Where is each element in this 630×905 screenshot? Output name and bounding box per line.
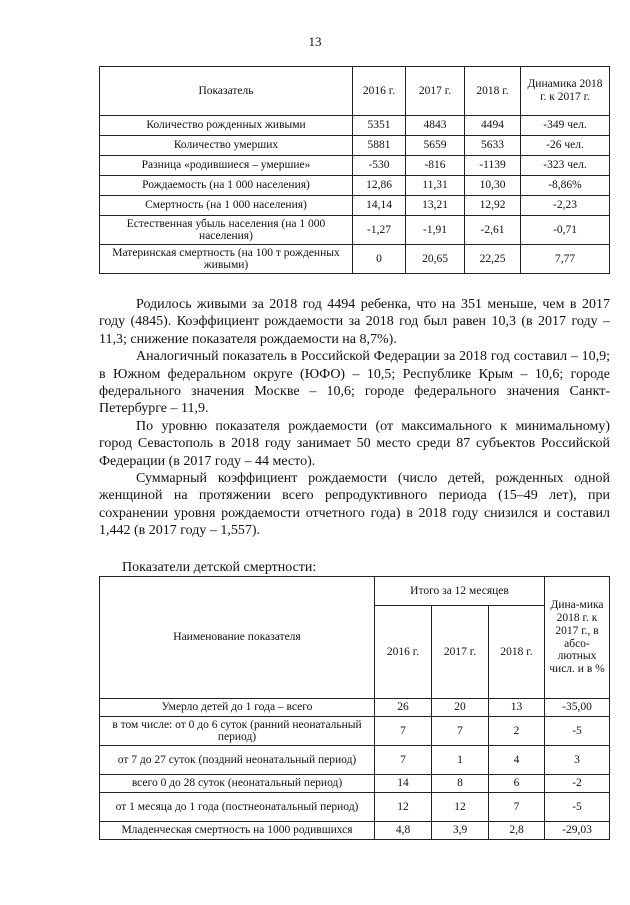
cell-2016: 7	[375, 717, 432, 746]
table-header-row	[100, 577, 610, 606]
cell-2016: -530	[353, 156, 406, 176]
child-mortality-table	[99, 576, 610, 840]
row-label: Материнская смертность (на 100 т рожденных живыми)	[100, 245, 353, 274]
cell-dynamics: -35,00	[545, 699, 610, 717]
cell-2016: 0	[353, 245, 406, 274]
row-label: Естественная убыль населения (на 1 000 населения)	[100, 216, 353, 245]
page-number: 13	[308, 34, 322, 49]
cell-2017: -816	[406, 156, 465, 176]
cell-2018: 6	[489, 775, 545, 793]
header-2017: 2017 г.	[432, 606, 489, 699]
cell-2018: 4	[489, 746, 545, 775]
cell-2016: -1,27	[353, 216, 406, 245]
header-2018: 2018 г.	[465, 67, 521, 116]
cell-2017: -1,91	[406, 216, 465, 245]
header-2017: 2017 г.	[406, 67, 465, 116]
cell-dynamics: -0,71	[521, 216, 610, 245]
row-label: Количество умерших	[100, 136, 353, 156]
row-label: Рождаемость (на 1 000 населения)	[100, 176, 353, 196]
header-2018: 2018 г.	[489, 606, 545, 699]
table-row	[100, 136, 610, 156]
table-row	[100, 196, 610, 216]
cell-2018: 13	[489, 699, 545, 717]
body-text	[99, 296, 610, 540]
cell-2016: 4,8	[375, 822, 432, 840]
paragraph: По уровню показателя рождаемости (от максимального к минимальному) город Севастополь в 2018 году занимает 50 место среди 87 субъектов Российской Федерации (в 2017 году – 44 место).	[99, 418, 610, 469]
cell-2017: 3,9	[432, 822, 489, 840]
cell-2016: 5351	[353, 116, 406, 136]
header-2016: 2016 г.	[375, 606, 432, 699]
cell-2016: 7	[375, 746, 432, 775]
table-header-row	[100, 67, 610, 116]
table-row	[100, 775, 610, 793]
row-label: Смертность (на 1 000 населения)	[100, 196, 353, 216]
cell-2017: 20	[432, 699, 489, 717]
table2-caption: Показатели детской смертности:	[122, 560, 317, 575]
cell-2016: 12,86	[353, 176, 406, 196]
cell-2016: 26	[375, 699, 432, 717]
cell-2018: 5633	[465, 136, 521, 156]
paragraph: Аналогичный показатель в Российской Федерации за 2018 год составил – 10,9; в Южном федеральном округе (ЮФО) – 10,5; Республике Крым – 10,6; городе федерального значения Москве – 10,6; городе федерального значения Санкт-Петербурге – 11,9.	[99, 349, 610, 417]
table-row	[100, 746, 610, 775]
cell-2018: 10,30	[465, 176, 521, 196]
row-label: в том числе: от 0 до 6 суток (ранний неонатальный период)	[100, 717, 375, 746]
table-row	[100, 793, 610, 822]
cell-2016: 14	[375, 775, 432, 793]
cell-2018: -2,61	[465, 216, 521, 245]
header-2016: 2016 г.	[353, 67, 406, 116]
cell-dynamics: -2	[545, 775, 610, 793]
cell-2018: 2	[489, 717, 545, 746]
header-indicator: Показатель	[100, 67, 353, 116]
header-period: Итого за 12 месяцев	[375, 577, 545, 606]
cell-2017: 7	[432, 717, 489, 746]
cell-2018: 4494	[465, 116, 521, 136]
table-row	[100, 699, 610, 717]
cell-2017: 20,65	[406, 245, 465, 274]
cell-dynamics: 3	[545, 746, 610, 775]
cell-2018: 2,8	[489, 822, 545, 840]
header-dynamics: Динамика 2018 г. к 2017 г.	[521, 67, 610, 116]
row-label: Количество рожденных живыми	[100, 116, 353, 136]
cell-2016: 5881	[353, 136, 406, 156]
row-label: от 7 до 27 суток (поздний неонатальный период)	[100, 746, 375, 775]
cell-2018: 22,25	[465, 245, 521, 274]
cell-dynamics: -5	[545, 717, 610, 746]
cell-dynamics: -8,86%	[521, 176, 610, 196]
cell-2017: 5659	[406, 136, 465, 156]
cell-dynamics: -26 чел.	[521, 136, 610, 156]
table-row	[100, 245, 610, 274]
cell-dynamics: -5	[545, 793, 610, 822]
table-row	[100, 176, 610, 196]
cell-2017: 12	[432, 793, 489, 822]
cell-2017: 13,21	[406, 196, 465, 216]
cell-2016: 12	[375, 793, 432, 822]
row-label: от 1 месяца до 1 года (постнеонатальный период)	[100, 793, 375, 822]
cell-2018: -1139	[465, 156, 521, 176]
cell-2017: 11,31	[406, 176, 465, 196]
table-row	[100, 216, 610, 245]
cell-dynamics: -2,23	[521, 196, 610, 216]
demographics-table	[99, 66, 610, 274]
table-row	[100, 822, 610, 840]
cell-2017: 8	[432, 775, 489, 793]
header-dynamics: Дина-мика 2018 г. к 2017 г., в абсо-лютных числ. и в %	[545, 577, 610, 699]
cell-2017: 4843	[406, 116, 465, 136]
cell-2017: 1	[432, 746, 489, 775]
cell-dynamics: -349 чел.	[521, 116, 610, 136]
cell-dynamics: -29,03	[545, 822, 610, 840]
cell-2018: 7	[489, 793, 545, 822]
paragraph: Суммарный коэффициент рождаемости (число детей, рожденных одной женщиной на протяжении всего репродуктивного периода (15–49 лет), при сохранении уровня рождаемости отчетного года) в 2018 году снизился и составил 1,442 (в 2017 году – 1,557).	[99, 471, 610, 539]
row-label: Разница «родившиеся – умершие»	[100, 156, 353, 176]
header-name: Наименование показателя	[100, 577, 375, 699]
table-row	[100, 156, 610, 176]
cell-dynamics: 7,77	[521, 245, 610, 274]
row-label: Умерло детей до 1 года – всего	[100, 699, 375, 717]
paragraph: Родилось живыми за 2018 год 4494 ребенка, что на 351 меньше, чем в 2017 году (4845). Коэффициент рождаемости за 2018 год был равен 10,3 (в 2017 году – 11,3; снижение показателя рождаемости на 8,7%).	[99, 297, 610, 347]
cell-2018: 12,92	[465, 196, 521, 216]
row-label: всего 0 до 28 суток (неонатальный период)	[100, 775, 375, 793]
row-label: Младенческая смертность на 1000 родившихся	[100, 822, 375, 840]
table-row	[100, 717, 610, 746]
table-row	[100, 116, 610, 136]
cell-2016: 14,14	[353, 196, 406, 216]
cell-dynamics: -323 чел.	[521, 156, 610, 176]
